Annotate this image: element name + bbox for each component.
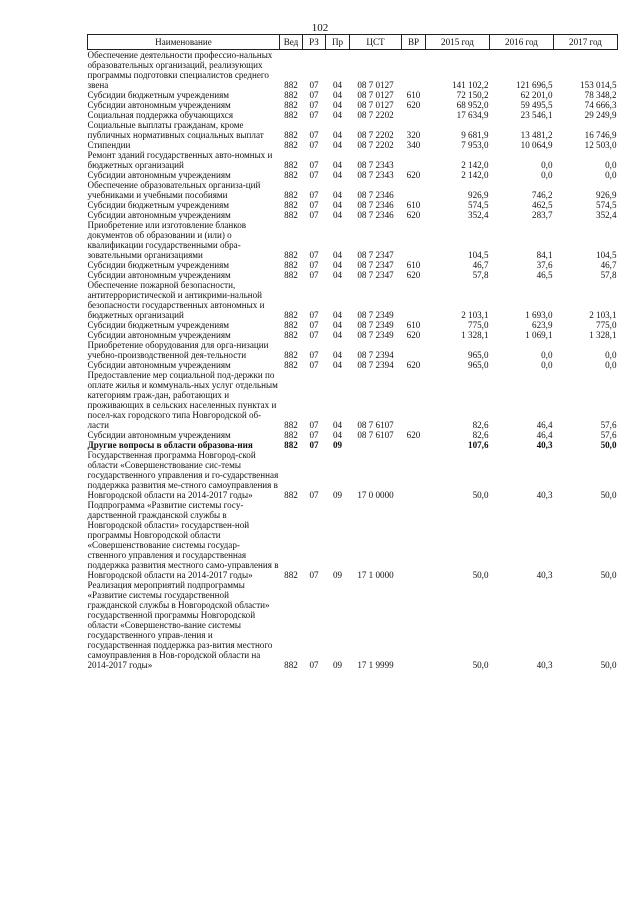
cell-ved: 882 bbox=[284, 490, 298, 500]
cell-cst: 08 7 2349 bbox=[357, 320, 394, 330]
cell-2016: 121 696,5 bbox=[516, 80, 553, 90]
cell-ved: 882 bbox=[284, 160, 298, 170]
cell-ved: 882 bbox=[284, 140, 298, 150]
table-row bbox=[88, 220, 618, 260]
cell-2016: 46,5 bbox=[536, 270, 553, 280]
cell-vr: 610 bbox=[406, 260, 421, 270]
cell-vr bbox=[402, 580, 426, 670]
cell-2017: 0,0 bbox=[605, 360, 617, 370]
cell-rz: 07 bbox=[309, 660, 319, 670]
cell-cst: 08 7 2394 bbox=[357, 350, 394, 360]
cell-ved: 882 bbox=[284, 330, 298, 340]
cell-2017: 57,8 bbox=[600, 270, 617, 280]
cell-ved: 882 bbox=[284, 660, 298, 670]
cell-2015: 965,0 bbox=[468, 360, 489, 370]
table-row bbox=[88, 200, 618, 210]
cell-ved: 882 bbox=[284, 260, 298, 270]
cell-vr bbox=[402, 500, 426, 580]
table-row bbox=[88, 360, 618, 370]
cell-2015: 574,5 bbox=[468, 200, 489, 210]
cell-cst: 08 7 2349 bbox=[357, 330, 394, 340]
cell-vr bbox=[402, 50, 426, 91]
cell-rz: 07 bbox=[309, 110, 319, 120]
cell-2016: 1 069,1 bbox=[525, 330, 553, 340]
cell-2016: 84,1 bbox=[536, 250, 553, 260]
cell-pr: 04 bbox=[332, 210, 343, 220]
cell-name: Субсидии автономным учреждениям bbox=[87, 270, 231, 280]
cell-ved: 882 bbox=[284, 440, 298, 450]
cell-name: Субсидии бюджетным учреждениям bbox=[87, 90, 230, 100]
cell-ved: 882 bbox=[284, 130, 298, 140]
table-row bbox=[88, 330, 618, 340]
table-row bbox=[88, 140, 618, 150]
cell-name: Государственная программа Новгород-ской области «Совершенствование сис-темы государственного управления и го-сударственная поддержка развития ме-стного самоуправления в Новгородской области на 2014-2017 годы» bbox=[87, 450, 279, 500]
cell-2016: 0,0 bbox=[541, 350, 553, 360]
cell-rz: 07 bbox=[309, 130, 319, 140]
cell-2016: 40,3 bbox=[536, 570, 553, 580]
cell-rz: 07 bbox=[309, 430, 319, 440]
cell-ved: 882 bbox=[284, 190, 298, 200]
cell-name: Реализация мероприятий подпрограммы «Развитие системы государственной гражданской службы в Новгородской области» государственной программы Новгородской области «Совершенство-вание системы государственного управ-ления и государственная поддержка раз-вития местного самоуправления в Нов-городской области на 2014-2017 годы» bbox=[87, 580, 273, 670]
cell-2017: 0,0 bbox=[605, 170, 617, 180]
cell-rz: 07 bbox=[309, 250, 319, 260]
cell-name: Обеспечение образовательных организа-ций учебниками и учебными пособиями bbox=[87, 180, 261, 200]
cell-cst: 08 7 2202 bbox=[357, 140, 394, 150]
cell-2015: 72 150,2 bbox=[456, 90, 489, 100]
table-row bbox=[88, 270, 618, 280]
cell-rz: 07 bbox=[309, 330, 319, 340]
cell-name: Субсидии автономным учреждениям bbox=[87, 330, 231, 340]
cell-2016: 0,0 bbox=[541, 360, 553, 370]
cell-pr: 09 bbox=[332, 660, 343, 670]
cell-2015: 17 634,9 bbox=[456, 110, 489, 120]
cell-name: Субсидии бюджетным учреждениям bbox=[87, 200, 230, 210]
cell-cst: 17 1 0000 bbox=[357, 570, 394, 580]
cell-name: Субсидии автономным учреждениям bbox=[87, 360, 231, 370]
header-pr: Пр bbox=[326, 35, 350, 50]
cell-pr: 04 bbox=[332, 310, 343, 320]
cell-vr: 620 bbox=[406, 330, 421, 340]
cell-pr: 04 bbox=[332, 250, 343, 260]
table-header-row bbox=[88, 35, 618, 50]
table-row bbox=[88, 260, 618, 270]
cell-2016: 46,4 bbox=[536, 430, 553, 440]
cell-2016: 46,4 bbox=[536, 420, 553, 430]
table-row bbox=[88, 50, 618, 91]
cell-2015: 2 142,0 bbox=[461, 170, 489, 180]
cell-ved: 882 bbox=[284, 430, 298, 440]
cell-pr: 04 bbox=[332, 270, 343, 280]
cell-2017: 50,0 bbox=[600, 440, 617, 450]
cell-ved: 882 bbox=[284, 310, 298, 320]
cell-rz: 07 bbox=[309, 210, 319, 220]
cell-vr bbox=[402, 220, 426, 260]
cell-cst: 08 7 2343 bbox=[357, 160, 394, 170]
cell-rz: 07 bbox=[309, 490, 319, 500]
table-row bbox=[88, 90, 618, 100]
cell-2015: 50,0 bbox=[472, 570, 489, 580]
cell-cst: 08 7 2347 bbox=[357, 250, 394, 260]
cell-pr: 04 bbox=[332, 420, 343, 430]
cell-name: Стипендии bbox=[87, 140, 131, 150]
cell-vr: 340 bbox=[406, 140, 421, 150]
cell-2017: 1 328,1 bbox=[589, 330, 617, 340]
cell-2017: 29 249,9 bbox=[584, 110, 617, 120]
cell-name: Субсидии автономным учреждениям bbox=[87, 170, 231, 180]
cell-2017: 104,5 bbox=[596, 250, 617, 260]
cell-2016: 10 064,9 bbox=[520, 140, 553, 150]
page-number: 102 bbox=[311, 22, 329, 34]
cell-pr: 04 bbox=[332, 110, 343, 120]
cell-2015: 68 952,0 bbox=[456, 100, 489, 110]
cell-name: Социальная поддержка обучающихся bbox=[87, 110, 234, 120]
cell-2015: 775,0 bbox=[468, 320, 489, 330]
cell-ved: 882 bbox=[284, 100, 298, 110]
cell-2015: 50,0 bbox=[472, 660, 489, 670]
cell-2016: 623,9 bbox=[532, 320, 553, 330]
cell-2015: 7 953,0 bbox=[461, 140, 489, 150]
cell-2015: 50,0 bbox=[472, 490, 489, 500]
cell-2017: 74 666,3 bbox=[584, 100, 617, 110]
table-row bbox=[88, 450, 618, 500]
cell-ved: 882 bbox=[284, 320, 298, 330]
cell-2017: 50,0 bbox=[600, 660, 617, 670]
cell-2016: 746,2 bbox=[532, 190, 553, 200]
cell-2015: 82,6 bbox=[472, 430, 489, 440]
cell-2017: 153 014,5 bbox=[580, 80, 617, 90]
cell-pr: 09 bbox=[332, 490, 343, 500]
cell-ved: 882 bbox=[284, 250, 298, 260]
cell-pr: 04 bbox=[332, 200, 343, 210]
table-row bbox=[88, 150, 618, 170]
cell-2017: 46,7 bbox=[600, 260, 617, 270]
cell-rz: 07 bbox=[309, 350, 319, 360]
cell-2015: 141 102,2 bbox=[452, 80, 489, 90]
cell-name: Субсидии автономным учреждениям bbox=[87, 100, 231, 110]
cell-vr: 610 bbox=[406, 90, 421, 100]
cell-cst: 08 7 2202 bbox=[357, 110, 394, 120]
cell-name: Обеспечение пожарной безопасности, антитеррористической и антикрими-нальной безопасности государственных автономных и бюджетных организаций bbox=[87, 280, 265, 320]
header-2017: 2017 год bbox=[554, 35, 618, 50]
cell-2017: 12 503,0 bbox=[584, 140, 617, 150]
cell-rz: 07 bbox=[309, 170, 319, 180]
cell-ved: 882 bbox=[284, 90, 298, 100]
cell-vr: 620 bbox=[406, 360, 421, 370]
table-body bbox=[88, 50, 618, 671]
cell-name: Субсидии автономным учреждениям bbox=[87, 210, 231, 220]
cell-pr: 04 bbox=[332, 190, 343, 200]
table-row bbox=[88, 110, 618, 120]
table-row bbox=[88, 210, 618, 220]
cell-rz: 07 bbox=[309, 100, 319, 110]
cell-cst: 08 7 2349 bbox=[357, 310, 394, 320]
cell-2017: 78 348,2 bbox=[584, 90, 617, 100]
cell-vr: 620 bbox=[406, 430, 421, 440]
cell-name: Приобретение оборудования для орга-низации учебно-производственной дея-тельности bbox=[87, 340, 269, 360]
table-row bbox=[88, 320, 618, 330]
table-row bbox=[88, 500, 618, 580]
table-row bbox=[88, 340, 618, 360]
header-rz: РЗ bbox=[303, 35, 326, 50]
cell-cst: 08 7 2346 bbox=[357, 190, 394, 200]
cell-2016: 40,3 bbox=[536, 660, 553, 670]
cell-name: Ремонт зданий государственных авто-номных и бюджетных организаций bbox=[87, 150, 273, 170]
cell-2015: 2 142,0 bbox=[461, 160, 489, 170]
cell-cst: 08 7 2394 bbox=[357, 360, 394, 370]
cell-2016: 0,0 bbox=[541, 160, 553, 170]
cell-rz: 07 bbox=[309, 420, 319, 430]
cell-2015: 104,5 bbox=[468, 250, 489, 260]
cell-pr: 04 bbox=[332, 350, 343, 360]
cell-2015: 352,4 bbox=[468, 210, 489, 220]
cell-pr: 04 bbox=[332, 360, 343, 370]
cell-vr bbox=[402, 340, 426, 360]
cell-cst: 08 7 0127 bbox=[357, 90, 394, 100]
cell-cst: 08 7 2202 bbox=[357, 130, 394, 140]
cell-2016: 462,5 bbox=[532, 200, 553, 210]
cell-vr: 320 bbox=[406, 130, 421, 140]
cell-2017: 926,9 bbox=[596, 190, 617, 200]
cell-2016: 1 693,0 bbox=[525, 310, 553, 320]
cell-rz: 07 bbox=[309, 570, 319, 580]
cell-ved: 882 bbox=[284, 350, 298, 360]
cell-pr: 09 bbox=[332, 570, 343, 580]
cell-2015: 1 328,1 bbox=[461, 330, 489, 340]
cell-rz: 07 bbox=[309, 310, 319, 320]
cell-rz: 07 bbox=[309, 140, 319, 150]
cell-name: Субсидии автономным учреждениям bbox=[87, 430, 231, 440]
cell-pr: 04 bbox=[332, 90, 343, 100]
cell-vr bbox=[402, 180, 426, 200]
table-row bbox=[88, 180, 618, 200]
cell-rz: 07 bbox=[309, 190, 319, 200]
cell-pr: 04 bbox=[332, 130, 343, 140]
cell-cst: 08 7 0127 bbox=[357, 100, 394, 110]
cell-rz: 07 bbox=[309, 160, 319, 170]
table-row bbox=[88, 580, 618, 670]
cell-pr: 04 bbox=[332, 170, 343, 180]
table-row bbox=[88, 370, 618, 430]
cell-2017: 50,0 bbox=[600, 570, 617, 580]
cell-pr: 04 bbox=[332, 160, 343, 170]
cell-2016: 62 201,0 bbox=[520, 90, 553, 100]
cell-2017: 16 746,9 bbox=[584, 130, 617, 140]
cell-2015: 107,6 bbox=[468, 440, 489, 450]
cell-2017: 2 103,1 bbox=[589, 310, 617, 320]
cell-ved: 882 bbox=[284, 110, 298, 120]
header-ved: Вед bbox=[280, 35, 303, 50]
cell-2016: 23 546,1 bbox=[520, 110, 553, 120]
cell-name: Другие вопросы в области образова-ния bbox=[87, 440, 253, 450]
cell-vr: 610 bbox=[406, 320, 421, 330]
cell-vr bbox=[402, 150, 426, 170]
cell-vr: 620 bbox=[406, 170, 421, 180]
cell-2015: 926,9 bbox=[468, 190, 489, 200]
cell-2017: 775,0 bbox=[596, 320, 617, 330]
cell-ved: 882 bbox=[284, 80, 298, 90]
cell-pr: 04 bbox=[332, 140, 343, 150]
cell-2015: 2 103,1 bbox=[461, 310, 489, 320]
cell-vr: 620 bbox=[406, 100, 421, 110]
cell-pr: 04 bbox=[332, 260, 343, 270]
cell-2016: 0,0 bbox=[541, 170, 553, 180]
cell-cst: 08 7 6107 bbox=[357, 420, 394, 430]
cell-rz: 07 bbox=[309, 270, 319, 280]
cell-cst: 08 7 6107 bbox=[357, 430, 394, 440]
cell-2017: 0,0 bbox=[605, 350, 617, 360]
cell-2017: 352,4 bbox=[596, 210, 617, 220]
cell-2016: 283,7 bbox=[532, 210, 553, 220]
cell-2015: 965,0 bbox=[468, 350, 489, 360]
cell-vr bbox=[402, 370, 426, 430]
table-row bbox=[88, 440, 618, 450]
cell-pr: 04 bbox=[332, 430, 343, 440]
cell-cst: 08 7 2343 bbox=[357, 170, 394, 180]
cell-cst bbox=[350, 440, 402, 450]
budget-table bbox=[87, 34, 618, 670]
cell-name: Субсидии бюджетным учреждениям bbox=[87, 260, 230, 270]
cell-2016: 40,3 bbox=[536, 440, 553, 450]
cell-name: Предоставление мер социальной под-держки по оплате жилья и коммуналь-ных услуг отдельным категориям граж-дан, работающих и проживающих в сельских населенных пунктах и посел-ках городского типа Новгородской об-ласти bbox=[87, 370, 278, 430]
cell-vr: 620 bbox=[406, 210, 421, 220]
cell-name: Подпрограмма «Развитие системы госу-дарственной гражданской службы в Новгородской области» государствен-ной программы Новгородской области «Совершенствование системы государ-ственного управления и государственная поддержка развития местного само-управления в Новгородской области на 2014-2017 годы» bbox=[87, 500, 279, 580]
cell-2017: 57,6 bbox=[600, 430, 617, 440]
table-row bbox=[88, 120, 618, 140]
cell-rz: 07 bbox=[309, 90, 319, 100]
cell-2017: 0,0 bbox=[605, 160, 617, 170]
cell-rz: 07 bbox=[309, 260, 319, 270]
cell-vr bbox=[402, 450, 426, 500]
header-name: Наименование bbox=[88, 35, 280, 50]
cell-pr: 09 bbox=[332, 440, 343, 450]
cell-rz: 07 bbox=[309, 440, 319, 450]
cell-cst: 08 7 2347 bbox=[357, 260, 394, 270]
cell-ved: 882 bbox=[284, 570, 298, 580]
table-row bbox=[88, 430, 618, 440]
cell-name: Субсидии бюджетным учреждениям bbox=[87, 320, 230, 330]
cell-2015: 46,7 bbox=[472, 260, 489, 270]
cell-cst: 17 0 0000 bbox=[357, 490, 394, 500]
cell-vr bbox=[402, 280, 426, 320]
cell-vr bbox=[402, 440, 426, 450]
table-row bbox=[88, 170, 618, 180]
cell-rz: 07 bbox=[309, 320, 319, 330]
cell-vr: 620 bbox=[406, 270, 421, 280]
cell-ved: 882 bbox=[284, 270, 298, 280]
cell-2016: 13 481,2 bbox=[520, 130, 553, 140]
cell-name: Приобретение или изготовление бланков документов об образовании и (или) о квалификации государственными обра-зовательными организациями bbox=[87, 220, 247, 260]
cell-name: Социальные выплаты гражданам, кроме публичных нормативных социальных выплат bbox=[87, 120, 264, 140]
cell-pr: 04 bbox=[332, 100, 343, 110]
cell-2017: 574,5 bbox=[596, 200, 617, 210]
cell-rz: 07 bbox=[309, 200, 319, 210]
header-2016: 2016 год bbox=[490, 35, 554, 50]
cell-2015: 9 681,9 bbox=[461, 130, 489, 140]
cell-cst: 08 7 0127 bbox=[357, 80, 394, 90]
cell-cst: 08 7 2346 bbox=[357, 200, 394, 210]
cell-2016: 59 495,5 bbox=[520, 100, 553, 110]
header-cst: ЦСТ bbox=[350, 35, 402, 50]
cell-ved: 882 bbox=[284, 210, 298, 220]
header-vr: ВР bbox=[402, 35, 426, 50]
cell-pr: 04 bbox=[332, 320, 343, 330]
cell-ved: 882 bbox=[284, 420, 298, 430]
cell-pr: 04 bbox=[332, 330, 343, 340]
cell-2016: 37,6 bbox=[536, 260, 553, 270]
cell-2015: 82,6 bbox=[472, 420, 489, 430]
cell-cst: 17 1 9999 bbox=[357, 660, 394, 670]
cell-name: Обеспечение деятельности профессио-нальных образовательных организаций, реализующих программы подготовки специалистов среднего звена bbox=[87, 50, 273, 90]
cell-cst: 08 7 2347 bbox=[357, 270, 394, 280]
cell-rz: 07 bbox=[309, 360, 319, 370]
cell-2016: 40,3 bbox=[536, 490, 553, 500]
cell-vr bbox=[402, 110, 426, 120]
cell-2015: 57,8 bbox=[472, 270, 489, 280]
header-2015: 2015 год bbox=[426, 35, 490, 50]
table-row bbox=[88, 100, 618, 110]
cell-vr: 610 bbox=[406, 200, 421, 210]
cell-ved: 882 bbox=[284, 200, 298, 210]
cell-ved: 882 bbox=[284, 360, 298, 370]
cell-ved: 882 bbox=[284, 170, 298, 180]
cell-2017: 57,6 bbox=[600, 420, 617, 430]
cell-2017: 50,0 bbox=[600, 490, 617, 500]
cell-cst: 08 7 2346 bbox=[357, 210, 394, 220]
cell-pr: 04 bbox=[332, 80, 343, 90]
cell-rz: 07 bbox=[309, 80, 319, 90]
table-row bbox=[88, 280, 618, 320]
